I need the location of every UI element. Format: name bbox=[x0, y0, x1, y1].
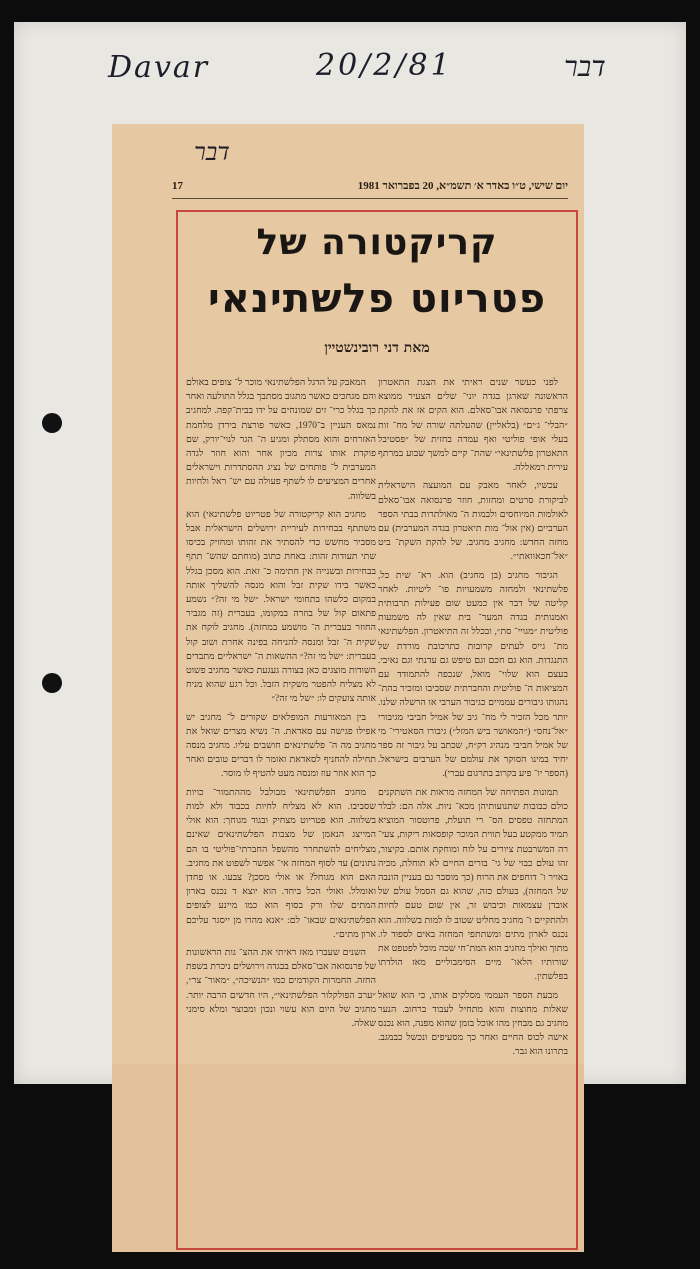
paragraph: השנים שעברו מאז ראיתי את ההצ־ גות הראשונות של פרנסואה אבו־סאלם בבגדה וירושלים ניכרת בשפת החזה. החמרות הקודמים כמו ״הנשיכה״, ״מאור־ צר״, ״ערב הפולקלור הפלשתינאי״, היו חדשים הרבה יותר. מחגיב של היום הוא עשוי ונכון ומבוצר ומלא סימני שאלה. bbox=[186, 947, 376, 1029]
paragraph: לפני כעשר שנים ראיתי את הצגת התאטרון הראשונה שארגן בגדה יוני־ שלים הצעיר ממוצא צרפתי פרנסואה אבו־סאלם. הוא הקים אז את להקת ״הבלי־ ג׳ים״ (בלאליין) שהעלתה שורה של מח־ זות בעלי אופי פוליטי ואף עמדה בחזית של ״פסטיבל התאטרון פלשתינאי״ שהת־ קיים למשך שבוע במרתף עירית רמאללה. bbox=[378, 378, 568, 474]
byline: מאת דני רובינשטיין bbox=[324, 340, 430, 356]
handwritten-hebrew-name: דבר bbox=[194, 138, 230, 166]
paragraph: מחגיב הפלשתינאי מבולבל מההתמור־ כויות שסביבו. הוא לא מצליח לחיות בכבוד ולא למות בשלווה. הוא פטריוט מצחיק ובגוד מגוחך: הוא אולי המייצג הנאמן של מצבות הפלשתינאים שאינם מצליחים להשתחרר מהשפל החברתי־פוליטי בו הם נתונים) עד לסוף המחזה אי־ אפשר לשפוט את מחגיב. האם הוא מגוחל? או אולי מסכן? צבעו. או פחדן ואומלל. ואולי הכל ביחד. הוא יוצא ד נכנס בארון המתים שלו ורק בסוף הוא כמו מיינע לצופים הפלשתינאים שבאו־ לם: ״אנא מהרו מן ייסגר עליכם ארון מתים״. bbox=[186, 787, 376, 940]
newspaper-clipping bbox=[112, 124, 584, 1252]
paragraph: מבעת הספר העממי מסלקים אותו, כי הוא שואל שאלות מחוצות והוא מתחיל לעבוד ברחוב. הנער מחגיב גם מבחין מהו אוכל בזמן שהוא מפנה, הוא נכנס אישה לכוס החיים ואחר כך מסעיפים ונכשל כבמגב. בתרונו הוא גבר. bbox=[378, 990, 568, 1058]
handwritten-date: 20/2/81 bbox=[316, 48, 453, 83]
punch-hole-top bbox=[42, 413, 62, 433]
headline-line-2: פטריוט פלשתינאי bbox=[207, 276, 547, 322]
headline-line-1: קריקטורה של bbox=[256, 222, 498, 263]
handwritten-publication: Davar bbox=[108, 50, 210, 85]
masthead bbox=[172, 176, 568, 199]
paragraph: הגיבור מחגיב (בן מחגיב) הוא. רא־ שית כל, פלשתינאי ולמחזה משמעויות פו־ ליטיות. לאחר קליטה של דבר אין כמעט שום פעילות תרבותית ואמנותית בגדה המער־ בית שאין לה משמעות פוליטית ״מגויי־ סת״, ובכלל זה התיאטרון. הפלשתינאי מת־ גייס לעתים קרובות כתרכובת מורדת של התנגדות. הוא גם חכם וגם טיפש גם עדנתי וגם נאיבי. בעצם הוא שלוי־ מואל, שנכפה להתמודד עם המציאות ה־ פוליטית והחברתית שסביבו ומזכיר בהת־ נהגותו גיבורים עממיים כגיבור הערבי או הרשלה שלנו. יותר מכל הזכיר לי מח־ גיב של אמיל חביבי מגיבורי ״אל־נחס״ (״המאושר ביש המזל״) גיבורו הסאטירי־ מי של אמיל חביבי מנהיג רק״ח, שכתב על גיבור זה ספר יחיד במינו הסוקר את עולמם של הערבים בישראל. (הספר יו־ פיע בקרוב בתרגום עברי). bbox=[378, 570, 568, 780]
paragraph: בין המאורעות המופלאים שקורים ל־ מחגיב יש אפילו פגישה עם סאדאת. ה־ נשיא מצרים שואל את מחגיב מה ה־ פלשתינאים חושבים עליו. מחגיב מנסה תחילה להחניף לסאדאת ואומר לו דברים טובים ואחר כך הוא אוזר עוז ומנסה מעט להטיף לו מוסר. bbox=[186, 712, 376, 780]
article-frame bbox=[176, 210, 578, 1250]
article-column-left bbox=[186, 376, 376, 1236]
punch-hole-bottom bbox=[42, 673, 62, 693]
paragraph: מחגיב הוא קריקטורה של פטריוט פלשתינאי) הוא משתתף בבחירות לעיריית ירושלים הישראלית אבל מסביר מחשש כדי להסתיר את זהותו ומחזיק בכיסו שתי תעודות זהות: באחת כתוב (מוחתם שהש־ תתף בבחירות ובשנייה אין חתימה כ־ זאת. הוא מסכן בגלל כאשר בידו שקית זבל והוא מנסה להשליך אותה במקום כלשהו בתחומי ישראל. ״של מי זה?״ נשמע פתאום קול של בוזרה במקומו, בעברית (זה מגביר החוזר בעברית ה־ מושמע במחזה). מחגיב לוקח את שקית ה־ זבל ומנסה להניחה בפינה אחרת ושוב קול בעברית: ״של מי זה?״ ההשאות ה־ ישראליים מתבדים השודות מוצגים כאן בצורה געגעת כאשר מחגיב פשוט לא מצליח להפטר משקית הזבל. וכל רגע שהוא מניח אותה צועקים לו: ״של מי זה?״ bbox=[186, 509, 376, 705]
masthead-date: יום שישי, ט״ו באדר א׳ תשמ״א, 20 בפברואר 1981 bbox=[357, 180, 568, 192]
paragraph: תמונות הפתיחה של המחזה מראות את השתקנים כולם כבובות שתנועותיהן מכא־ ניות. אלה הם: לבלר המתחזה טפסים הס־ רי תועלת, פרוטסור המוציא תמיד ממקטע בעל תווית המוכר קופסאות ריקות, צעי־ רה המשרבטת ציורים על לוח ומוחקת אותם. בקיצור, זהו עולם כבוי של גי־ בורים החיים לא תוחלת, מכיה באויר ו־ דוחפים את הרוח (כך מוסבר גם בעניין הונבה של המחזה), בעולם כזה, שהוא גם הסמל עולם של אובדן עצמאות וכיבוש זר, אין שום טעם לחיות ולהתקיים ו־ מחגיב מחליט שטוב לו למות בשלווה. הוא נכנס לארון מתים ומשתתפי המחזה באים לספוד לו. מתוך ואילך מחגיב הוא המת־חי שכה מוכל לפטפט את שורותיו הלאו־ מיים הסימבוליים מאז הולדתו בפלשתין. bbox=[378, 787, 568, 983]
article-column-right bbox=[378, 376, 568, 1236]
page-number: 17 bbox=[172, 180, 183, 192]
paragraph: עכשיו, לאחר מאבק עם המועצה הישראלית לביקורת סרטים ומחזות, חוזר פרנסואה אבו־סאלם לאולמות המיוחסים ולבמות ה־ מאולתרות בבתי הספר הערביים (אין אול־ מות תיאטרון בגדה המערבית) עם מחזה החדש: מחגיב מחגיב. של להקת השקת־ ביט ״אל־חכאוואתי״. bbox=[378, 481, 568, 563]
handwritten-hebrew-note: דבר bbox=[564, 50, 606, 83]
paragraph: המאבק על הדגל הפלשתינאי מוכר ל־ צופים באולם והם מגחכים כאשר מתגוב מסתבך בגלל התולעה ואחר כך בגלל כרי־ זים שמונחים על ידו בבית־קפה. למחגיב נמאס העניין ב־1970, כאשר פורצת בירדן מלחמת האזרחים והוא מסתלק ומגיע ה־ הגר לנוי־יורק, שם פוקדת אותו צרות מכיון אחר והוא חוזר לגדה המערבית ל־ פותחים של נציג ההסתדרות וישראלים אחרים המציעים לו לשתף פעולה עם יש־ ראל ולחיות בשלווה. bbox=[186, 378, 376, 502]
